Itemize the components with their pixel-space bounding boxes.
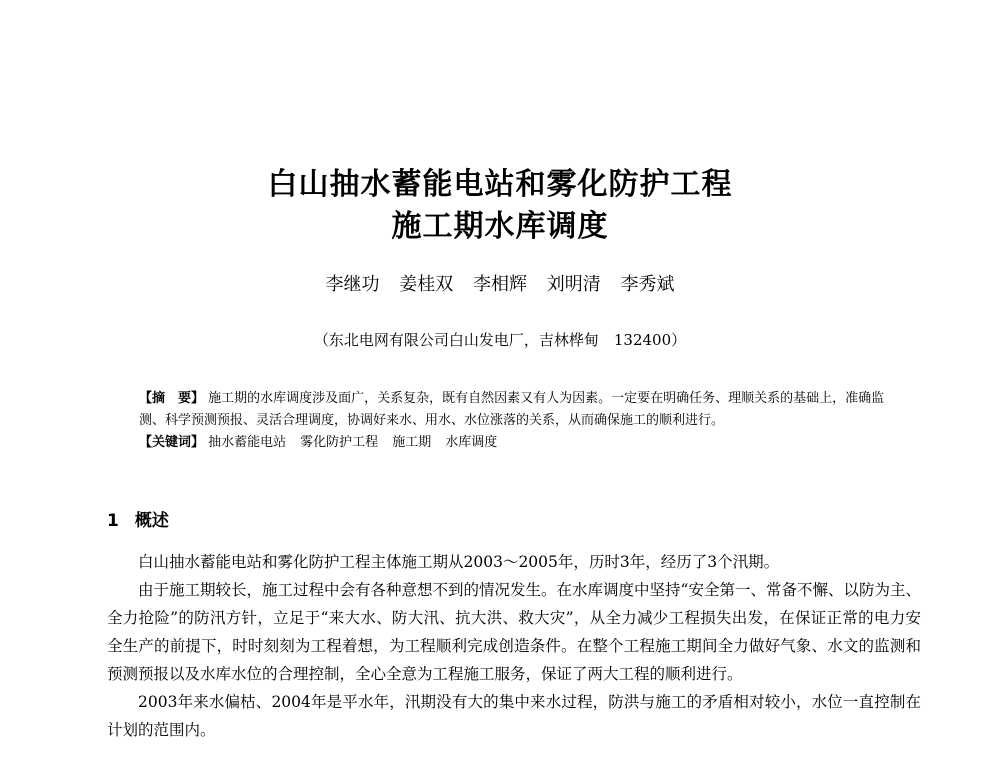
- author-name: 李相辉: [473, 274, 527, 295]
- author-list: [0, 272, 1000, 298]
- keyword: 雾化防护工程: [300, 435, 379, 450]
- keyword: 施工期: [392, 435, 432, 450]
- section-number: 1: [107, 511, 119, 531]
- keywords-label: 【关键词】: [139, 435, 205, 450]
- paper-title-line1: 白山抽水蓄能电站和雾化防护工程: [267, 167, 733, 202]
- keyword: 抽水蓄能电站: [208, 435, 287, 450]
- paper-title-line2: 施工期水库调度: [391, 209, 609, 244]
- author-name: 李秀斌: [620, 274, 675, 295]
- abstract-label: 【摘 要】: [139, 391, 205, 406]
- author-name: 姜桂双: [399, 274, 454, 295]
- section-heading: [107, 508, 169, 534]
- section-body: [107, 548, 921, 744]
- body-paragraph: 2003年来水偏枯、2004年是平水年，汛期没有大的集中来水过程，防洪与施工的矛盾相对较小，水位一直控制在计划的范围内。: [107, 693, 921, 739]
- abstract-paragraph: [139, 388, 891, 432]
- keyword: 水库调度: [445, 435, 498, 450]
- body-paragraph: 由于施工期较长，施工过程中会有各种意想不到的情况发生。在水库调度中坚持“安全第一、常备不懈、以防为主、全力抢险”的防汛方针，立足于“来大水、防大汛、抗大洪、救大灾”，从全力减少工程损失出发，在保证正常的电力安全生产的前提下，时时刻刻为工程着想，为工程顺利完成创造条件。在整个工程施工期间全力做好气象、水文的监测和预测预报以及水库水位的合理控制，全心全意为工程施工服务，保证了两大工程的顺利进行。: [107, 581, 921, 683]
- author-name: 刘明清: [546, 274, 601, 295]
- body-paragraph: 白山抽水蓄能电站和雾化防护工程主体施工期从2003～2005年，历时3年，经历了3个汛期。: [138, 553, 780, 571]
- abstract-text: 施工期的水库调度涉及面广，关系复杂，既有自然因素又有人为因素。一定要在明确任务、理顺关系的基础上，准确监测、科学预测预报、灵活合理调度，协调好来水、用水、水位涨落的关系，从而确保施工的顺利进行。: [139, 391, 885, 428]
- abstract-block: [139, 388, 891, 454]
- author-name: 李继功: [325, 274, 380, 295]
- section-title: 概述: [134, 511, 169, 531]
- keywords-paragraph: [139, 432, 891, 454]
- author-affiliation: （东北电网有限公司白山发电厂，吉林桦甸 132400）: [313, 331, 687, 349]
